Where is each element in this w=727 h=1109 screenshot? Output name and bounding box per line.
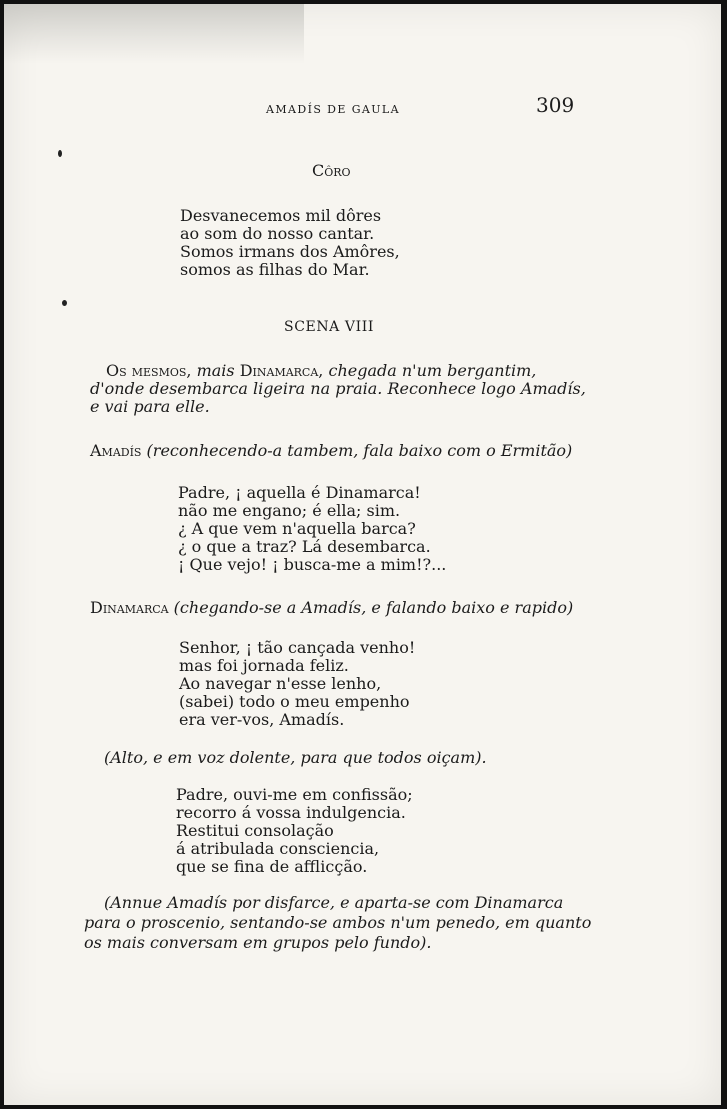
final-stage-direction: para o proscenio, sentando-se ambos n'um penedo, em quanto bbox=[84, 913, 592, 932]
verse-line: Restitui consolação bbox=[176, 821, 334, 840]
verse-line: Padre, ¡ aquella é Dinamarca! bbox=[178, 483, 421, 502]
verse-line: que se fina de afflicção. bbox=[176, 857, 368, 876]
verse-line: Senhor, ¡ tão cançada venho! bbox=[179, 638, 416, 657]
verse-line: Desvanecemos mil dôres bbox=[180, 206, 382, 225]
running-title: AMADÍS DE GAULA bbox=[266, 103, 400, 116]
stage-direction bbox=[106, 362, 536, 380]
verse-line: á atribulada consciencia, bbox=[176, 839, 380, 858]
speaker-line bbox=[90, 442, 572, 460]
speaker-name: Amadís bbox=[90, 441, 142, 460]
verse-line: recorro á vossa indulgencia. bbox=[176, 803, 406, 822]
final-stage-direction: os mais conversam em grupos pelo fundo). bbox=[84, 933, 432, 952]
ink-spot bbox=[58, 150, 62, 157]
verse-line: ao som do nosso cantar. bbox=[180, 224, 375, 243]
page-number: 309 bbox=[536, 93, 575, 117]
verse-line: era ver-vos, Amadís. bbox=[179, 710, 345, 729]
ink-spot bbox=[62, 300, 67, 306]
speaker-direction: (chegando-se a Amadís, e falando baixo e rapido) bbox=[168, 598, 574, 617]
book-page bbox=[4, 4, 721, 1105]
verse-line: ¿ A que vem n'aquella barca? bbox=[178, 519, 416, 538]
stage-direction-text: d'onde desembarca ligeira na praia. Reconhece logo Amadís, bbox=[90, 379, 586, 398]
verse-line: ¡ Que vejo! ¡ busca-me a mim!?... bbox=[178, 555, 447, 574]
verse-line: mas foi jornada feliz. bbox=[179, 656, 349, 675]
verse-line: Padre, ouvi-me em confissão; bbox=[176, 785, 413, 804]
verse-line: ¿ o que a traz? Lá desembarca. bbox=[178, 537, 431, 556]
final-stage-direction: (Annue Amadís por disfarce, e aparta-se com Dinamarca bbox=[104, 893, 564, 912]
characters-label: Os mesmos, bbox=[106, 361, 192, 380]
speaker-direction: (reconhecendo-a tambem, fala baixo com o Ermitão) bbox=[141, 441, 573, 460]
scene-heading: SCENA VIII bbox=[284, 319, 375, 335]
stage-direction-text: e vai para elle. bbox=[90, 397, 210, 416]
speaker-name: Dinamarca bbox=[90, 598, 169, 617]
verse-line: (sabei) todo o meu empenho bbox=[179, 692, 410, 711]
speaker-line bbox=[90, 599, 573, 617]
verse-line: Somos irmans dos Amôres, bbox=[180, 242, 400, 261]
coro-heading: Côro bbox=[312, 161, 351, 180]
stage-direction-text: chegada n'um bergantim, bbox=[323, 361, 537, 380]
aside-direction: (Alto, e em voz dolente, para que todos oiçam). bbox=[104, 748, 487, 767]
verse-line: somos as filhas do Mar. bbox=[180, 260, 370, 279]
character-name: Dinamarca, bbox=[239, 361, 324, 380]
verse-line: não me engano; é ella; sim. bbox=[178, 501, 401, 520]
verse-line: Ao navegar n'esse lenho, bbox=[179, 674, 382, 693]
stage-direction-text: mais bbox=[191, 361, 240, 380]
